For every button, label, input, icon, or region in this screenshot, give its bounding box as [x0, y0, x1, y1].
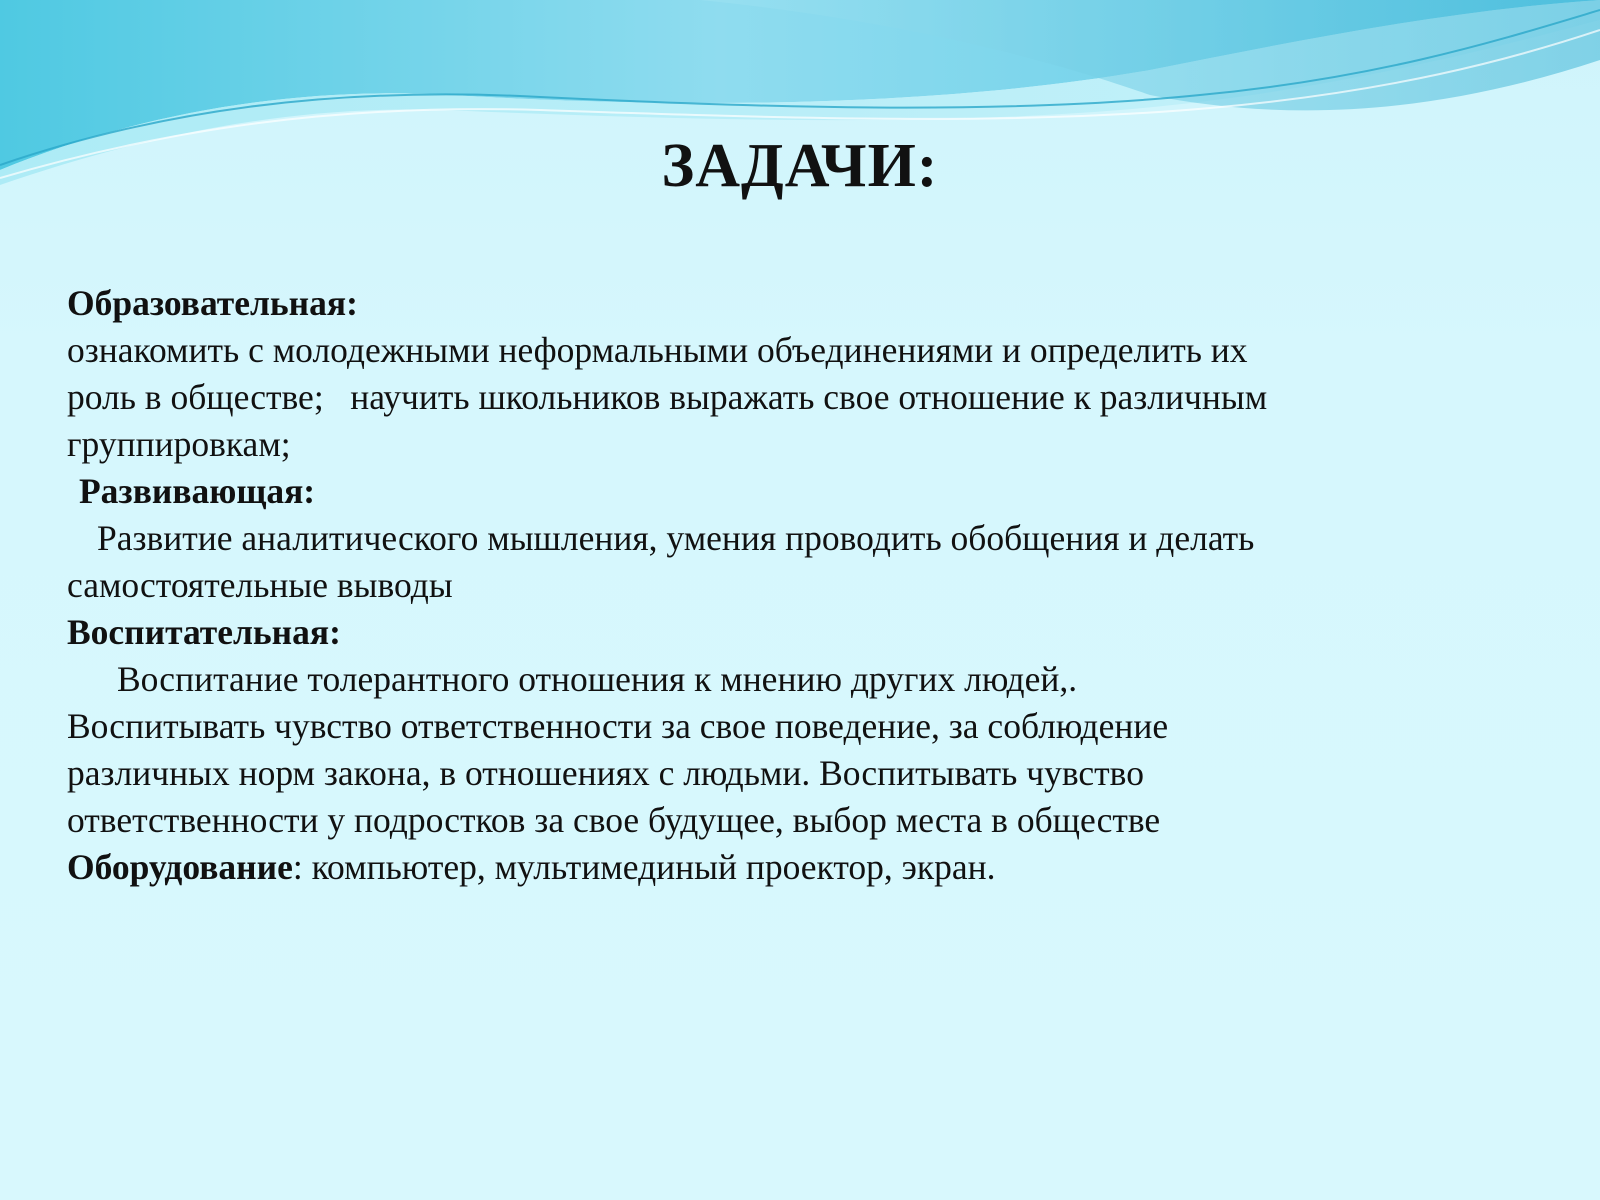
- slide-title: ЗАДАЧИ:: [661, 132, 939, 200]
- section-heading-upbringing: Воспитательная:: [67, 612, 341, 652]
- developmental-line-1: Развитие аналитического мышления, умения проводить обобщения и делать: [97, 518, 1255, 558]
- educational-line-2: роль в обществе; научить школьников выражать свое отношение к различным: [67, 377, 1268, 417]
- upbringing-line-4: ответственности у подростков за свое будущее, выбор места в обществе: [67, 800, 1161, 840]
- slide-content: [67, 280, 1557, 891]
- equipment-line: [67, 844, 1557, 891]
- section-heading-equipment: Оборудование: [67, 847, 293, 887]
- upbringing-line-1: Воспитание толерантного отношения к мнению других людей,.: [117, 659, 1078, 699]
- equipment-text: : компьютер, мультимединый проектор, экран.: [292, 847, 996, 887]
- upbringing-line-2: Воспитывать чувство ответственности за свое поведение, за соблюдение: [67, 706, 1169, 746]
- educational-line-1: ознакомить с молодежными неформальными объединениями и определить их: [67, 330, 1248, 370]
- section-heading-developmental: Развивающая:: [79, 471, 316, 511]
- educational-line-3: группировкам;: [67, 424, 291, 464]
- section-heading-educational: Образовательная:: [67, 283, 358, 323]
- upbringing-line-3: различных норм закона, в отношениях с людьми. Воспитывать чувство: [67, 753, 1144, 793]
- developmental-line-2: самостоятельные выводы: [67, 565, 453, 605]
